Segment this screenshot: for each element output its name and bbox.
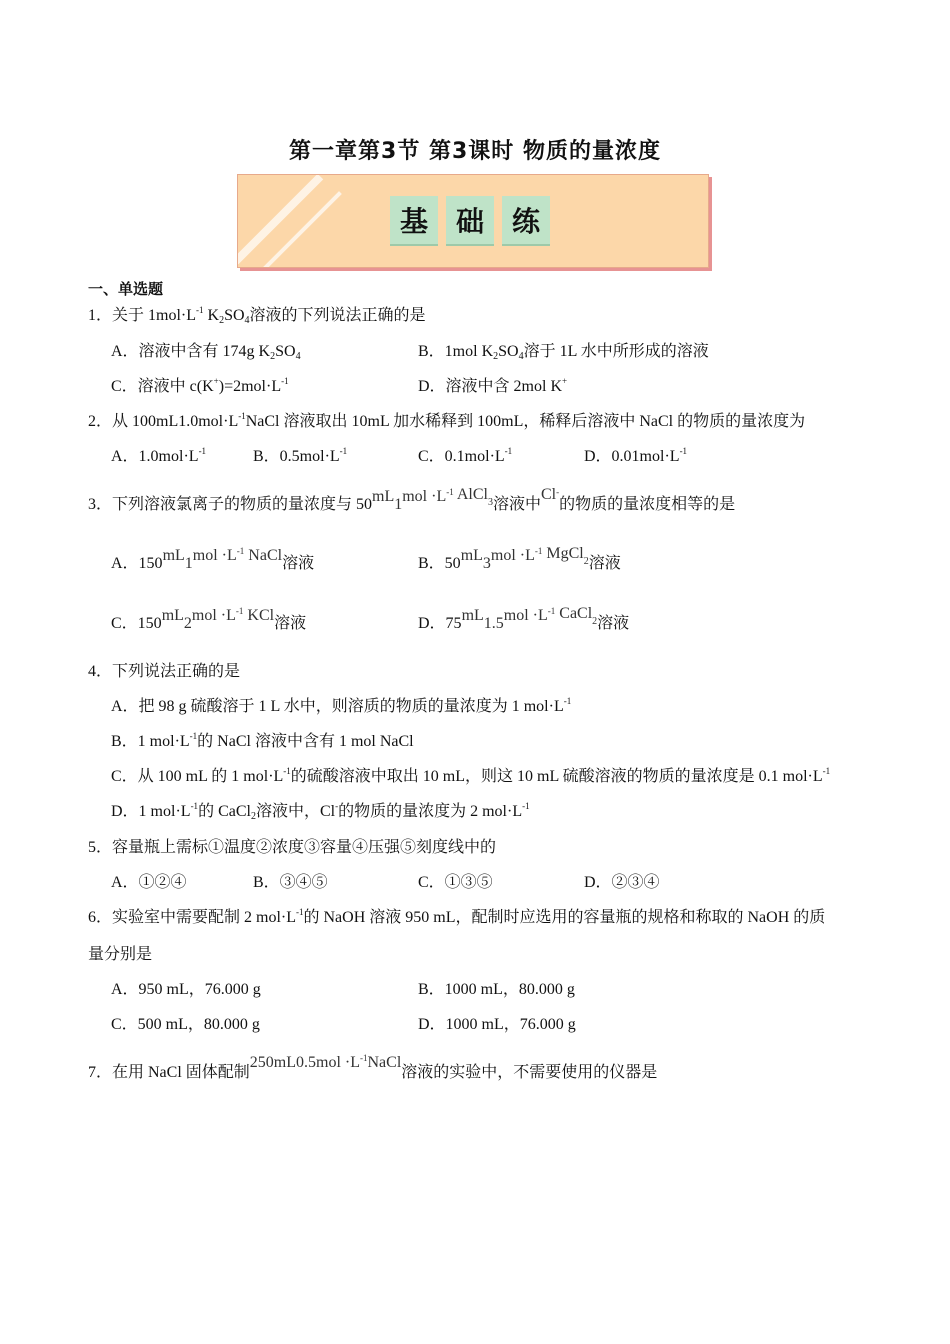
option-4a: A．把 98 g 硫酸溶于 1 L 水中，则溶质的物质的量浓度为 1 $mol\cdot L^{-1}$ bbox=[111, 696, 572, 715]
option-6b: B．1000 mL，80.000 g bbox=[418, 981, 575, 998]
banner-chars bbox=[390, 196, 550, 246]
option-3a: A．$150mL1mol \cdot L^{-1}$ NaCl溶液 bbox=[111, 546, 315, 572]
question-1: 1．关于 $1mol\cdot L^{-1}$ $K_2SO_4$溶液的下列说法正确的是 bbox=[88, 305, 426, 326]
section-heading: 一、单选题 bbox=[88, 280, 164, 298]
question-2: 2．从 $100mL1.0mol\cdot L^{-1}NaCl$ 溶液取出 10mL 加水稀释到 100mL，稀释后溶液中 NaCl 的物质的量浓度为 bbox=[88, 411, 806, 430]
question-7: 7．在用 NaCl 固体配制$250mL0.5mol \cdot L^{-1}NaCl$溶液的实验中，不需要使用的仪器是 bbox=[88, 1053, 658, 1081]
option-5c: C．①③⑤ bbox=[418, 874, 493, 891]
option-6c: C．500 mL，80.000 g bbox=[111, 1016, 260, 1033]
banner-char: 基 bbox=[390, 196, 438, 246]
option-2d: D．$0.01mol\cdot L^{-1}$ bbox=[584, 446, 688, 465]
formula: $mL1mol \cdot L^{-1}$ AlCl$_3$ bbox=[372, 486, 493, 513]
option-6d: D．1000 mL，76.000 g bbox=[418, 1016, 576, 1033]
page-title: 第一章第3节 第3课时 物质的量浓度 bbox=[289, 139, 661, 164]
question-6-cont: 量分别是 bbox=[88, 946, 153, 963]
option-5d: D．②③④ bbox=[584, 874, 660, 891]
formula: $250mL0.5mol \cdot L^{-1}NaCl$ bbox=[249, 1053, 402, 1071]
option-3c: C．$150mL2mol \cdot L^{-1}$ KCl溶液 bbox=[111, 606, 307, 632]
option-1c: C．溶液中 $c(K^+)=2mol\cdot L^{-1}$ bbox=[111, 376, 289, 395]
option-4b: B．1 $mol\cdot L^{-1}$的 NaCl 溶液中含有 1 mol NaCl bbox=[111, 731, 414, 750]
option-5a: A．①②④ bbox=[111, 874, 187, 891]
option-3b: B．$50mL3mol \cdot L^{-1}$ MgCl$_2$溶液 bbox=[418, 545, 621, 572]
question-4: 4．下列说法正确的是 bbox=[88, 663, 241, 680]
option-2c: C．$0.1mol\cdot L^{-1}$ bbox=[418, 446, 513, 465]
option-3d: D．$75mL1.5mol \cdot L^{-1}$ CaCl$_2$溶液 bbox=[418, 605, 630, 632]
banner-char: 练 bbox=[502, 196, 550, 246]
option-1a: A．溶液中含有 174g $K_2SO_4$ bbox=[111, 343, 301, 362]
option-4d: D．1 $mol\cdot L^{-1}$的 CaCl$_2$溶液中，Cl-的物质的量浓度为 2 $mol\cdot L^{-1}$ bbox=[111, 801, 530, 822]
option-1d: D．溶液中含 2mol K+ bbox=[418, 376, 568, 395]
option-1b: B．1mol $K_2SO_4$溶于 1L 水中所形成的溶液 bbox=[418, 343, 709, 362]
option-5b: B．③④⑤ bbox=[253, 874, 328, 891]
question-3: 3．下列溶液氯离子的物质的量浓度与 $50mL1mol \cdot L^{-1}$ AlCl$_3$溶液中Cl-的物质的量浓度相等的是 bbox=[88, 486, 736, 513]
option-2a: A．$1.0mol\cdot L^{-1}$ bbox=[111, 446, 207, 465]
question-6: 6．实验室中需要配制 2 $mol\cdot L^{-1}$的 NaOH 溶液 950 mL，配制时应选用的容量瓶的规格和称取的 NaOH 的质 bbox=[88, 907, 826, 926]
question-5: 5．容量瓶上需标①温度②浓度③容量④压强⑤刻度线中的 bbox=[88, 839, 497, 856]
option-2b: B．$0.5mol\cdot L^{-1}$ bbox=[253, 446, 348, 465]
section-banner bbox=[237, 174, 709, 268]
option-4c: C．从 100 mL 的 1 $mol\cdot L^{-1}$的硫酸溶液中取出 10 mL，则这 10 mL 硫酸溶液的物质的量浓度是 0.1 $mol\cdot L^{-1}$ bbox=[111, 766, 831, 785]
banner-char: 础 bbox=[446, 196, 494, 246]
option-6a: A．950 mL，76.000 g bbox=[111, 981, 261, 998]
